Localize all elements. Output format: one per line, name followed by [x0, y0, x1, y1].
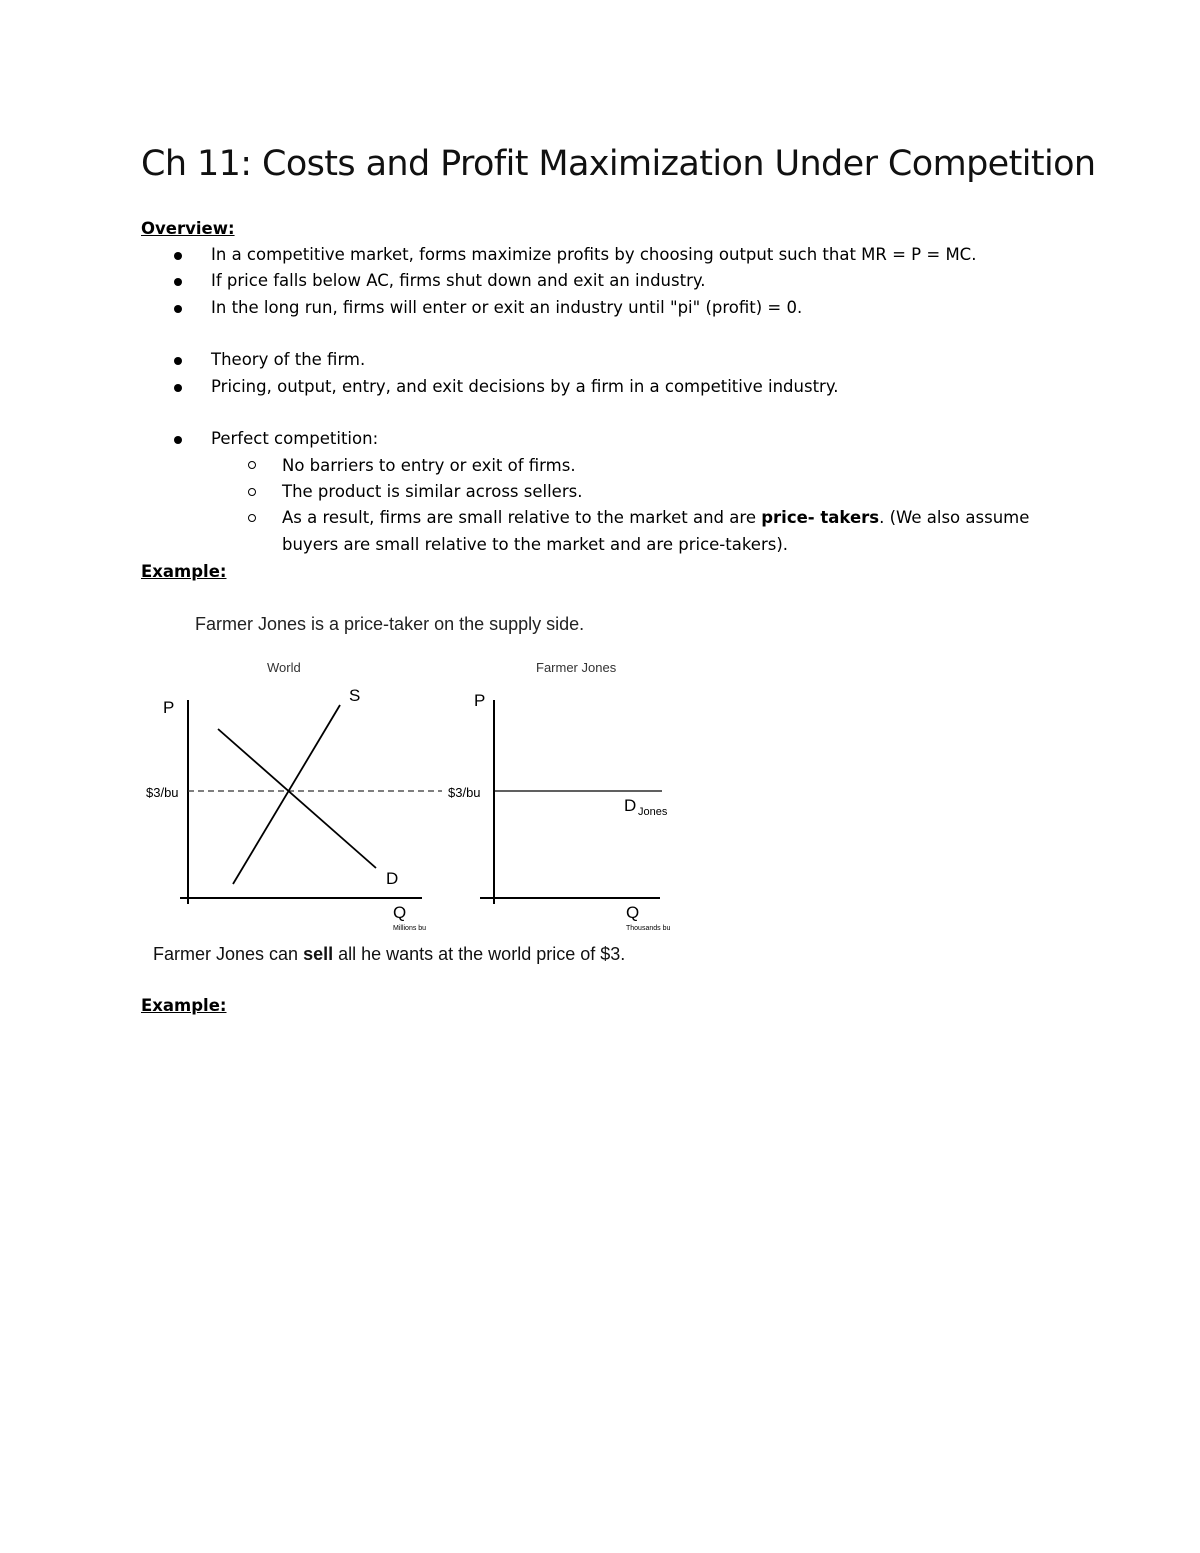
- sub-bullet-marker: [248, 488, 256, 496]
- supply-label: S: [349, 686, 361, 705]
- bullet-marker: [174, 305, 182, 313]
- sub-bullet-marker: [248, 461, 256, 469]
- bullet-marker: [174, 252, 182, 260]
- overview-bullet-1: In a competitive market, forms maximize profits by choosing output such that MR = P = MC.: [211, 245, 977, 264]
- farmer-p-axis-label: P: [474, 691, 486, 710]
- jones-demand-label: D: [624, 796, 637, 815]
- figure-caption-bottom: [153, 944, 625, 964]
- caption-bottom-bold: sell: [303, 944, 334, 964]
- perfect-item-2: The product is similar across sellers.: [282, 482, 583, 501]
- demand-label: D: [386, 869, 399, 888]
- perfect-item-3: [282, 508, 1029, 527]
- farmer-q-units: Thousands bu: [626, 925, 671, 932]
- price-takers-bold: price- takers: [761, 508, 880, 527]
- perfect-item-1: No barriers to entry or exit of firms.: [282, 456, 576, 475]
- farmer-price-label: $3/bu: [448, 785, 481, 800]
- price-taker-figure: [140, 608, 680, 966]
- bullet-marker: [174, 357, 182, 365]
- overview-heading: Overview:: [141, 219, 235, 238]
- perfect-competition-label: Perfect competition:: [211, 429, 379, 448]
- overview-bullet-2: If price falls below AC, firms shut down and exit an industry.: [211, 271, 706, 290]
- theory-bullet: Theory of the firm.: [211, 350, 366, 369]
- bullet-marker: [174, 436, 182, 444]
- sub-bullet-marker: [248, 514, 256, 522]
- perfect-item-3-line2: buyers are small relative to the market and are price-takers).: [282, 535, 789, 554]
- world-panel-title: World: [267, 660, 301, 675]
- figure-caption-top: Farmer Jones is a price-taker on the supply side.: [195, 614, 585, 634]
- caption-bottom-pre: Farmer Jones can: [153, 944, 304, 964]
- example-heading-2: Example:: [141, 996, 227, 1015]
- price-taker-diagram: [140, 608, 680, 966]
- page-title: Ch 11: Costs and Profit Maximization Under Competition: [141, 144, 1096, 184]
- overview-bullet-3: In the long run, firms will enter or exit an industry until "pi" (profit) = 0.: [211, 298, 803, 317]
- world-p-axis-label: P: [163, 698, 175, 717]
- farmer-panel-title: Farmer Jones: [536, 660, 617, 675]
- jones-demand-subscript: Jones: [638, 806, 668, 818]
- world-q-units: Millions bu: [393, 925, 427, 932]
- example-heading-1: Example:: [141, 562, 227, 581]
- caption-bottom-post: all he wants at the world price of $3.: [333, 944, 626, 964]
- bullet-marker: [174, 278, 182, 286]
- bullet-marker: [174, 384, 182, 392]
- farmer-q-axis-label: Q: [626, 903, 640, 922]
- perfect-item-3-rest: . (We also assume: [879, 508, 1030, 527]
- perfect-item-3-text: As a result, firms are small relative to the market and are: [282, 508, 762, 527]
- world-price-label: $3/bu: [146, 785, 179, 800]
- world-q-axis-label: Q: [393, 903, 407, 922]
- pricing-bullet: Pricing, output, entry, and exit decisions by a firm in a competitive industry.: [211, 377, 839, 396]
